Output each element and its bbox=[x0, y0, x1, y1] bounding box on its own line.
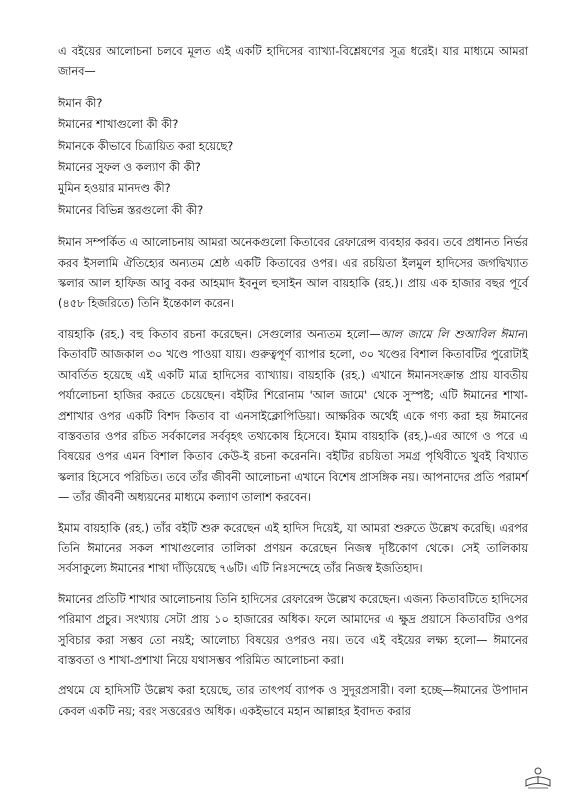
list-item: ঈমানকে কীভাবে চিত্রায়িত করা হয়েছে? bbox=[58, 139, 234, 153]
book-title: আল জামে লি শুআবিল ঈমান bbox=[380, 327, 524, 341]
document-page bbox=[58, 42, 528, 732]
question-list bbox=[58, 93, 528, 221]
list-item: ঈমানের সুফল ও কল্যাণ কী কী? bbox=[58, 161, 201, 175]
list-item: মুমিন হওয়ার মানদণ্ড কী? bbox=[58, 182, 171, 196]
list-item: ঈমানের বিভিন্ন স্তরগুলো কী কী? bbox=[58, 203, 204, 217]
list-item: ঈমানের শাখাগুলো কী কী? bbox=[58, 118, 179, 132]
publisher-logo-icon bbox=[524, 764, 552, 790]
paragraph-hadith-count: ঈমানের প্রতিটি শাখার আলোচনায় তিনি হাদিসের রেফারেন্স উল্লেখ করেছেন। এজন্য কিতাবটিতে হাদিসের পরিমাণ প্রচুর। সংখ্যায় সেটা প্রায় ১০ হাজারের অধিক। ফলে আমাদের এ ক্ষুদ্র প্রয়াসে কিতাবটির ওপর সুবিচার করা সম্ভব তো নয়ই; আলোচ্য বিষয়ের ওপরও নয়। তবে এই বইয়ের লক্ষ্য হলো— ঈমানের বাস্তবতা ও শাখা-প্রশাখা নিয়ে যথাসম্ভব পরিমিত আলোচনা করা। bbox=[58, 592, 528, 667]
list-item: ঈমান কী? bbox=[58, 96, 103, 110]
paragraph-branches: ইমাম বায়হাকি (রহ.) তাঁর বইটি শুরু করেছেন এই হাদিস দিয়েই, যা আমরা শুরুতে উল্লেখ করেছি। এরপর তিনি ঈমানের সকল শাখাগুলোর তালিকা প্রণয়ন করেছেন নিজস্ব দৃষ্টিকোণ থেকে। সেই তালিকায় সর্বসাকুল্যে ঈমানের শাখা দাঁড়িয়েছে ৭৬টি। এটি নিঃসন্দেহে তাঁর নিজস্ব ইজতিহাদ। bbox=[58, 521, 528, 576]
paragraph-text: বায়হাকি (রহ.) বহু কিতাব রচনা করেছেন। সেগুলোর অন্যতম হলো— bbox=[58, 327, 381, 341]
paragraph-continuation: প্রথমে যে হাদিসটি উল্লেখ করা হয়েছে, তার তাৎপর্য ব্যাপক ও সুদূরপ্রসারী। বলা হচ্ছে—ঈমানের উপাদান কেবল একটি নয়; বরং সত্তরেরও অধিক। একইভাবে মহান আল্লাহর ইবাদত করার bbox=[58, 684, 528, 718]
paragraph-text: । কিতাবটি আজকাল ৩০ খণ্ডে পাওয়া যায়। গুরুত্বপূর্ণ ব্যাপার হলো, ৩০ খণ্ডের বিশাল কিতাবটির পুরোটাই আবর্তিত হয়েছে এই একটি মাত্র হাদিসের ব্যাখ্যায়। বায়হাকি (রহ.) এখানে ঈমানসংক্রান্ত প্রায় যাবতীয় পর্যালোচনা হাজির করতে চেয়েছেন। বইটির শিরোনাম 'আল জামে' থেকে সুস্পষ্ট; এটি ঈমানের শাখা-প্রশাখার ওপর একটি বিশদ কিতাব বা এনসাইক্লোপিডিয়া। আক্ষরিক অর্থেই একে গণ্য করা হয় ঈমানের বাস্তবতার ওপর রচিত সর্বকালের সর্ববৃহৎ তথ্যকোষ হিসেবে। ইমাম বায়হাকি (রহ.)-এর আগে ও পরে এ বিষয়ের ওপর এমন বিশাল কিতাব কেউ-ই রচনা করেননি। বইটির রচয়িতা সমগ্র পৃথিবীতে খুবই বিখ্যাত স্কলার হিসেবে পরিচিত। তবে তাঁর জীবনী আলোচনা এখানে বিশেষ প্রাসঙ্গিক নয়। আপনাদের প্রতি পরামর্শ— তাঁর জীবনী অধ্যয়নের মাধ্যমে কল্যাণ তালাশ করবেন। bbox=[58, 327, 528, 505]
intro-paragraph: এ বইয়ের আলোচনা চলবে মূলত এই একটি হাদিসের ব্যাখ্যা-বিশ্লেষণের সূত্র ধরেই। যার মাধ্যমে আমরা জানব— bbox=[58, 45, 528, 79]
paragraph-book-description bbox=[58, 325, 528, 509]
paragraph-source-book: ঈমান সম্পর্কিত এ আলোচনায় আমরা অনেকগুলো কিতাবের রেফারেন্স ব্যবহার করব। তবে প্রধানত নির্ভর করব ইসলামি ঐতিহ্যের অন্যতম শ্রেষ্ঠ একটি কিতাবের ওপর। এর রচয়িতা ইলমুল হাদিসের জগদ্বিখ্যাত স্কলার আল হাফিজ আবু বকর আহমাদ ইবনুল হুসাইন আল বায়হাকি (রহ.)। প্রায় এক হাজার বছর পূর্বে (৪৫৮ হিজরিতে) তিনি ইন্তেকাল করেন। bbox=[58, 236, 528, 311]
